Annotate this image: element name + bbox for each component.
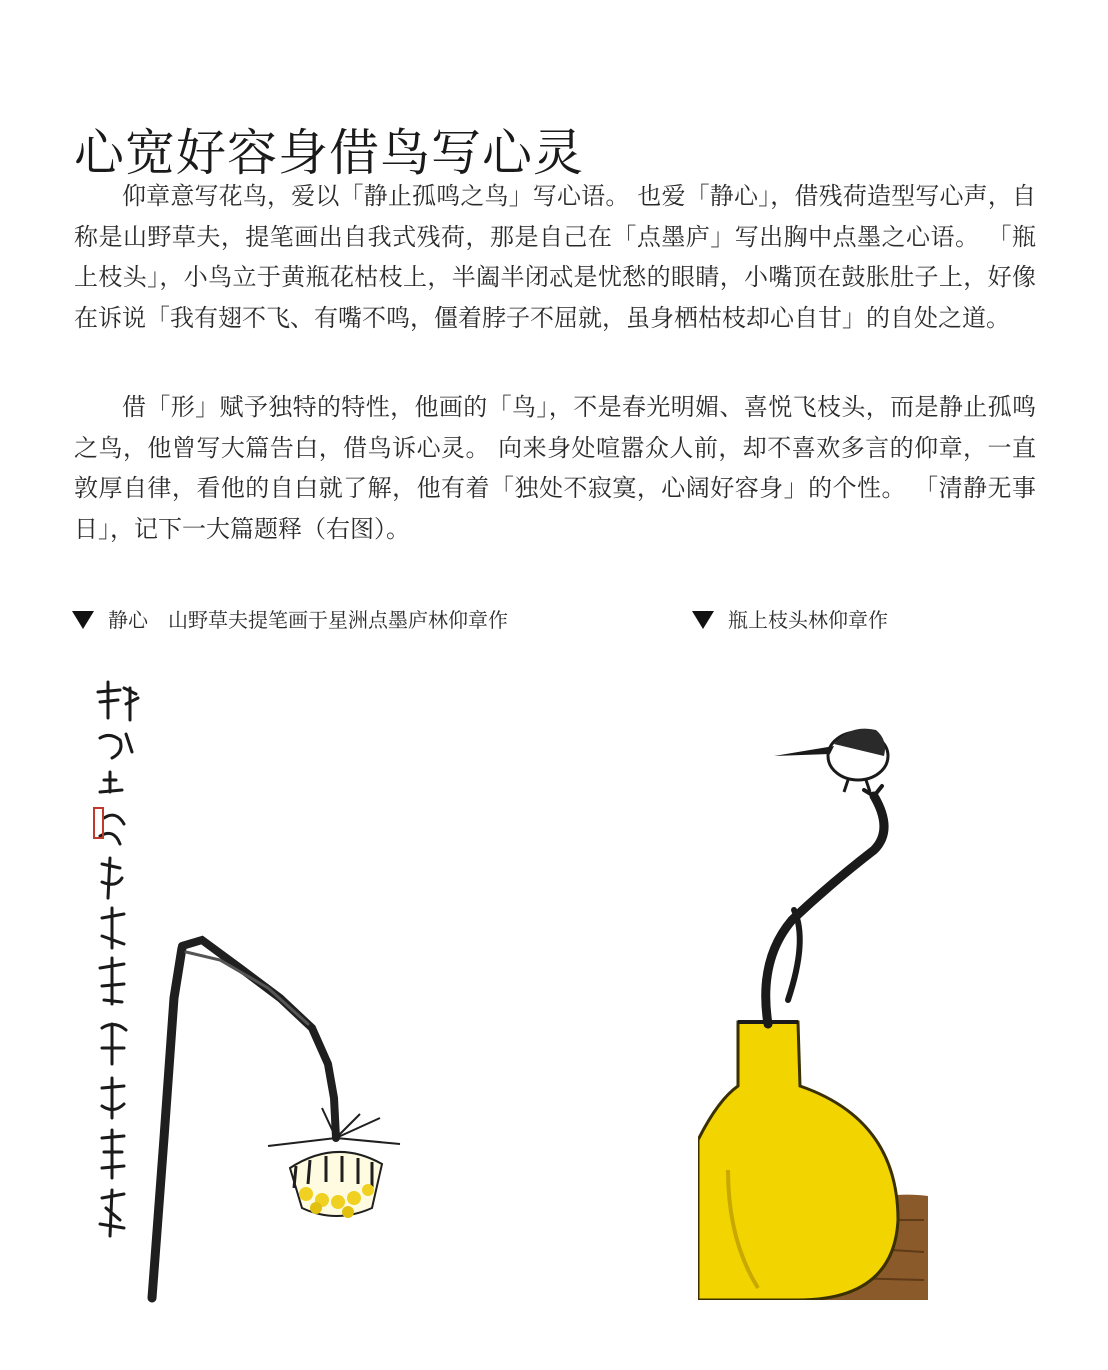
painting-lotus (90, 668, 450, 1308)
article-title: 心宽好容身借鸟写心灵 (74, 123, 584, 182)
dry-branch (766, 786, 884, 1024)
bird (774, 729, 888, 792)
triangle-down-icon (72, 611, 94, 629)
caption-right (692, 604, 888, 636)
lotus-pod (290, 1152, 382, 1218)
caption-left-text: 静心 山野草夫提笔画于星洲点墨庐林仰章作 (108, 608, 508, 632)
calligraphy-inscription (98, 682, 138, 1236)
painting-vase-bird (698, 700, 928, 1300)
yellow-vase (698, 1022, 898, 1300)
paragraph-2: 借「形」赋予独特的特性，他画的「鸟」，不是春光明媚、喜悦飞枝头，而是静止孤鸣之鸟，他曾写大篇告白，借鸟诉心灵。 向来身处喧嚣众人前，却不喜欢多言的仰章，一直敦厚自律，看他的自白就了解，他有着「独处不寂寞，心阔好容身」的个性。 「清静无事日」，记下一大篇题释（右图）。 (74, 393, 1036, 543)
lotus-stem (152, 940, 336, 1298)
caption-left (72, 604, 508, 636)
paragraph-1: 仰章意写花鸟，爱以「静止孤鸣之鸟」写心语。 也爱「静心」，借残荷造型写心声，自称是山野草夫，提笔画出自我式残荷，那是自己在「点墨庐」写出胸中点墨之心语。 「瓶上枝头」，小鸟立于黄瓶花枯枝上，半阖半闭忒是忧愁的眼睛，小嘴顶在鼓胀肚子上，好像在诉说「我有翅不飞、有嘴不鸣，僵着脖子不屈就，虽身栖枯枝却心自甘」的自处之道。 (74, 182, 1036, 332)
triangle-down-icon (692, 611, 714, 629)
caption-right-text: 瓶上枝头林仰章作 (728, 608, 888, 632)
